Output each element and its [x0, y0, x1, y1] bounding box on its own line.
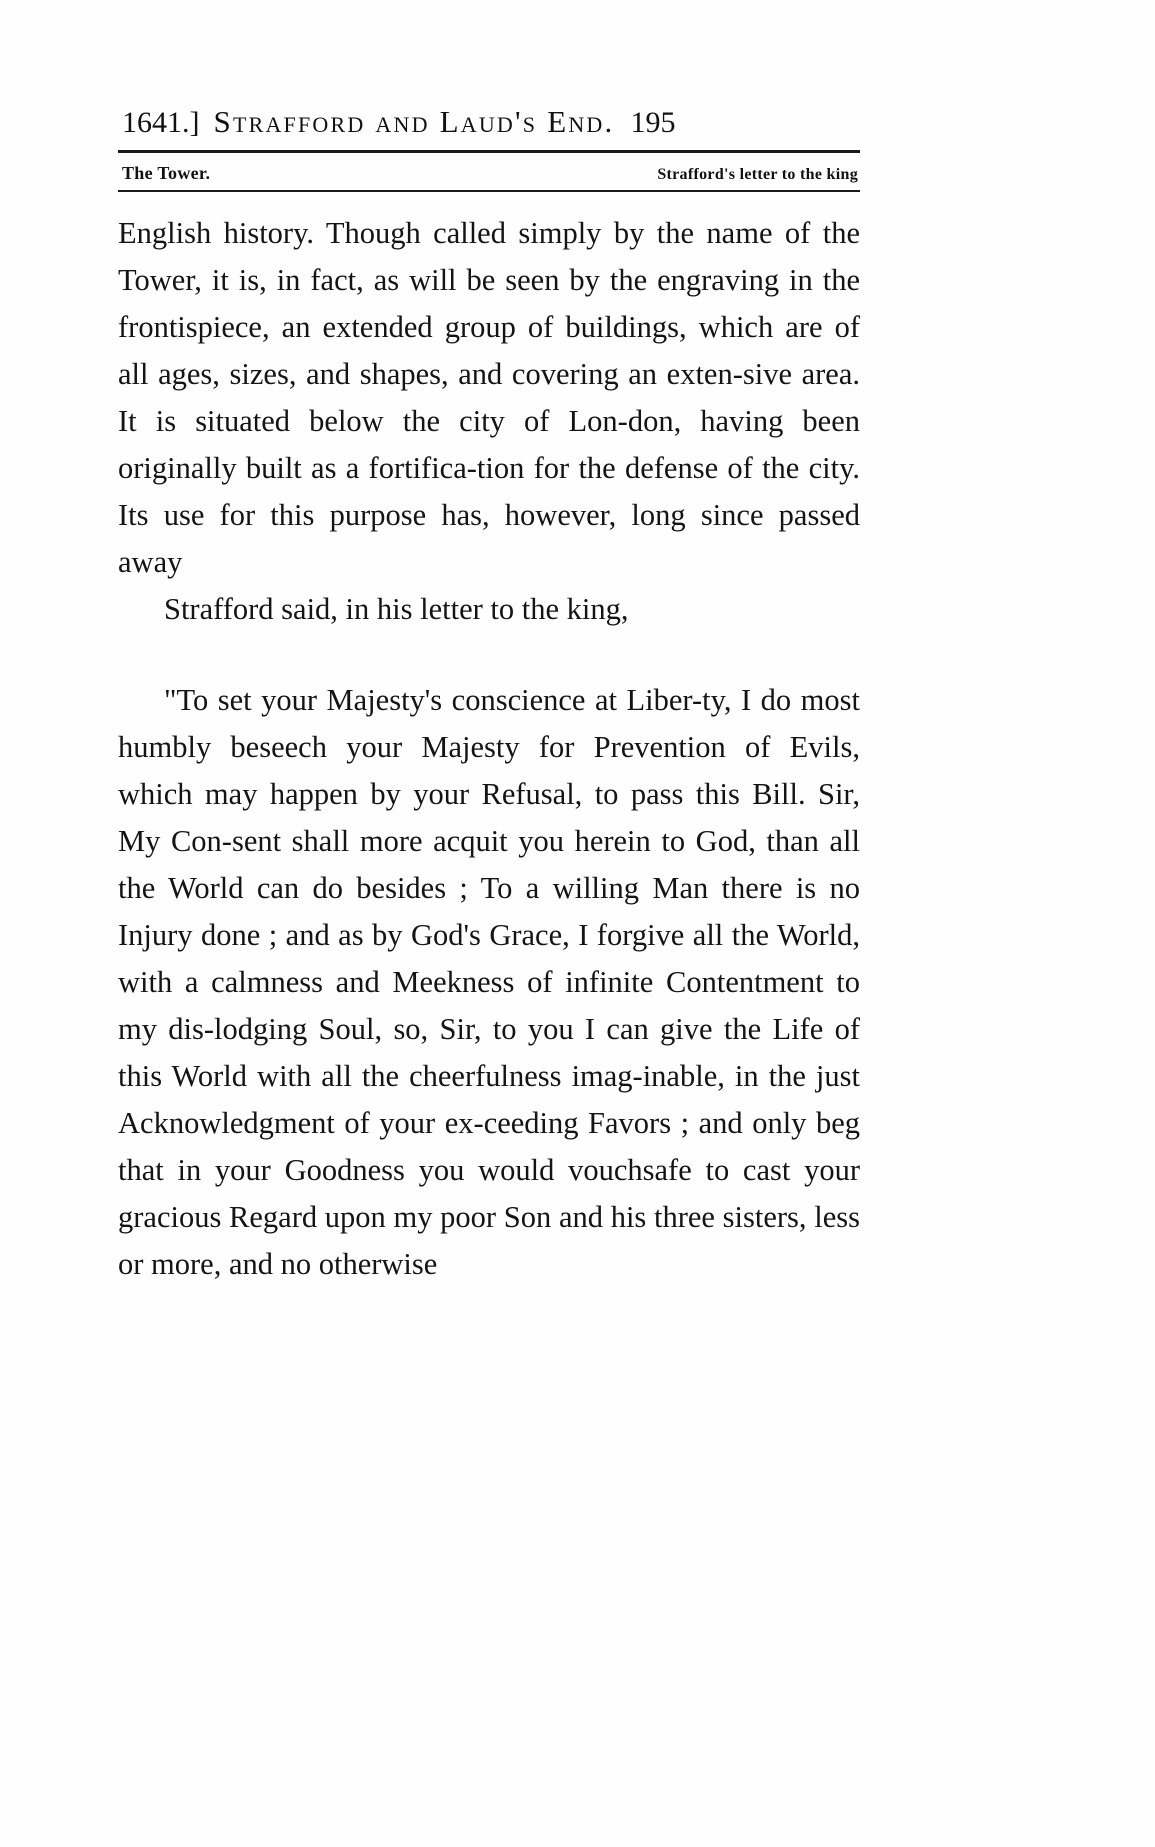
quotation-text: "To set your Majesty's conscience at Liber-ty, I do most humbly beseech your Majesty for Prevention of Evils, which may happen by your Refusal, to pass this Bill. Sir, My Con-sent shall more acquit you herein to God, than all the World can do besides ; To a willing Man there is no Injury done ; and as by God's Grace, I forgive all the World, with a calmness and Meekness of infinite Contentment to my dis-lodging Soul, so, Sir, to you I can give the Life of this World with all the cheerfulness imag-inable, in the just Acknowledgment of your ex-ceeding Favors ; and only beg that in your Goodness you would vouchsafe to cast your gracious Regard upon my poor Son and his three sisters, less or more, and no otherwise	[118, 683, 860, 1281]
side-head-right: Strafford's letter to the king	[657, 166, 858, 183]
paragraph-2: Strafford said, in his letter to the king,	[164, 592, 629, 626]
side-heads	[118, 153, 860, 190]
running-head-title: Strafford and Laud's End.	[213, 104, 615, 139]
header-rule-bottom	[118, 190, 860, 192]
running-head	[118, 104, 860, 140]
running-head-year: 1641.]	[122, 106, 200, 139]
page-number: 195	[630, 106, 676, 139]
paragraph-1: English history. Though called simply by the name of the Tower, it is, in fact, as will be seen by the engraving in the frontispiece, an extended group of buildings, which are of all ages, sizes, and shapes, and covering an exten-sive area. It is situated below the city of Lon-don, having been originally built as a fortifica-tion for the defense of the city. Its use for this purpose has, however, long since passed away	[118, 216, 860, 579]
body-text	[118, 210, 860, 1288]
paragraph-spacer	[118, 633, 860, 677]
side-head-left: The Tower.	[122, 163, 211, 183]
page-content	[118, 104, 860, 1288]
quotation-block	[118, 677, 860, 1288]
